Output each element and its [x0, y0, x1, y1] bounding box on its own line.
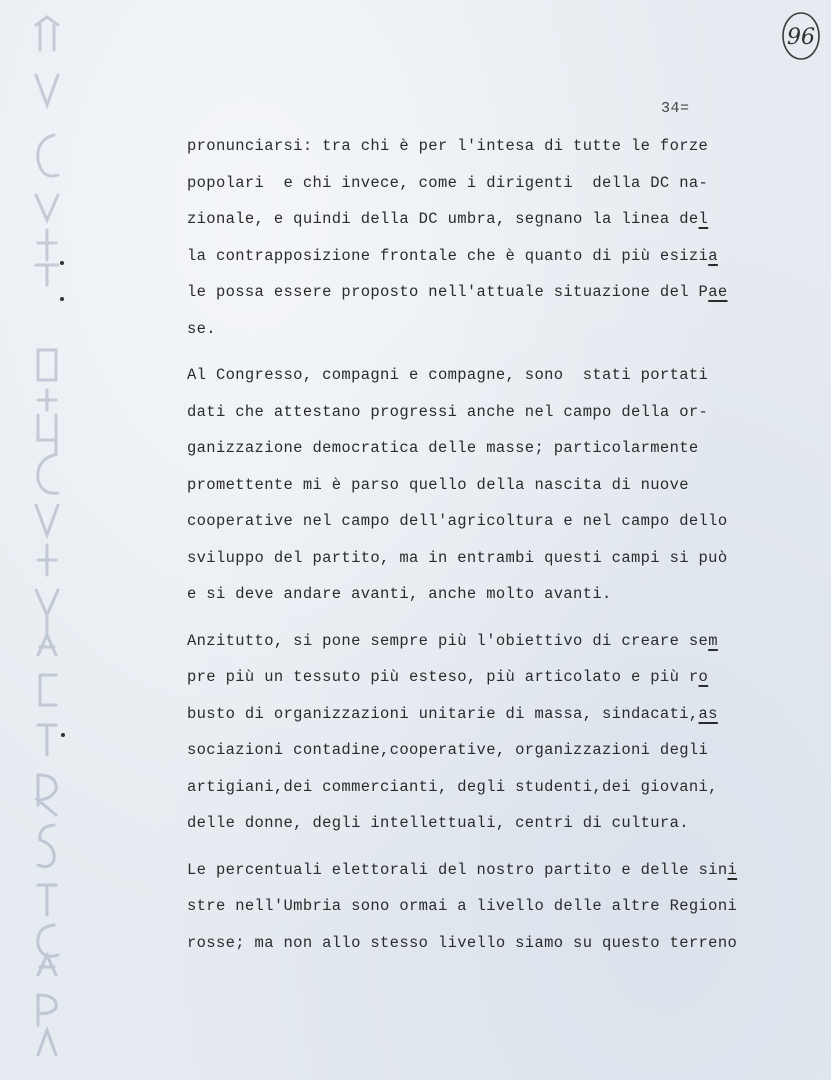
page-number: 34= — [661, 100, 690, 117]
text-line: rosse; ma non allo stesso livello siamo su questo terreno — [187, 933, 738, 952]
paragraph — [187, 361, 747, 617]
text-line: popolari e chi invece, come i dirigenti della DC na- — [187, 173, 709, 192]
text-line: Anzitutto, si pone sempre più l'obiettivo di creare sem — [187, 631, 718, 650]
typed-text-body — [187, 132, 747, 965]
text-line: le possa essere proposto nell'attuale situazione del Pae — [187, 283, 728, 301]
text-line: e si deve andare avanti, anche molto avanti. — [187, 585, 612, 603]
margin-dot — [61, 733, 65, 737]
edge-ink-marks-decoration — [30, 15, 64, 1075]
text-line: cooperative nel campo dell'agricoltura e nel campo dello — [187, 512, 728, 530]
paragraph — [187, 627, 747, 846]
margin-dot — [60, 261, 64, 265]
text-line: sociazioni contadine,cooperative, organizzazioni degli — [187, 741, 709, 759]
page-stamp — [781, 11, 821, 61]
text-line: busto di organizzazioni unitarie di massa, sindacati,as — [187, 704, 718, 723]
stamp-number: 96 — [787, 25, 815, 50]
paragraph — [187, 132, 747, 351]
text-line: stre nell'Umbria sono ormai a livello delle altre Regioni — [187, 897, 738, 915]
text-line: dati che attestano progressi anche nel campo della or- — [187, 402, 709, 421]
text-line: delle donne, degli intellettuali, centri di cultura. — [187, 814, 689, 832]
text-line: se. — [187, 319, 216, 338]
paragraph — [187, 856, 747, 966]
text-line: sviluppo del partito, ma in entrambi questi campi si può — [187, 548, 728, 567]
text-line: la contrapposizione frontale che è quanto di più esizia — [187, 246, 718, 265]
text-line: Le percentuali elettorali del nostro partito e delle sini — [187, 860, 738, 879]
margin-dot — [60, 297, 64, 301]
circled-number-stamp-icon — [781, 11, 821, 61]
text-line: zionale, e quindi della DC umbra, segnano la linea del — [187, 210, 709, 228]
text-line: Al Congresso, compagni e compagne, sono stati portati — [187, 366, 709, 384]
text-line: artigiani,dei commercianti, degli studenti,dei giovani, — [187, 777, 718, 796]
text-line: promettente mi è parso quello della nascita di nuove — [187, 475, 689, 494]
text-line: ganizzazione democratica delle masse; particolarmente — [187, 439, 699, 457]
text-line: pre più un tessuto più esteso, più articolato e più ro — [187, 668, 709, 686]
text-line: pronunciarsi: tra chi è per l'intesa di tutte le forze — [187, 137, 709, 155]
